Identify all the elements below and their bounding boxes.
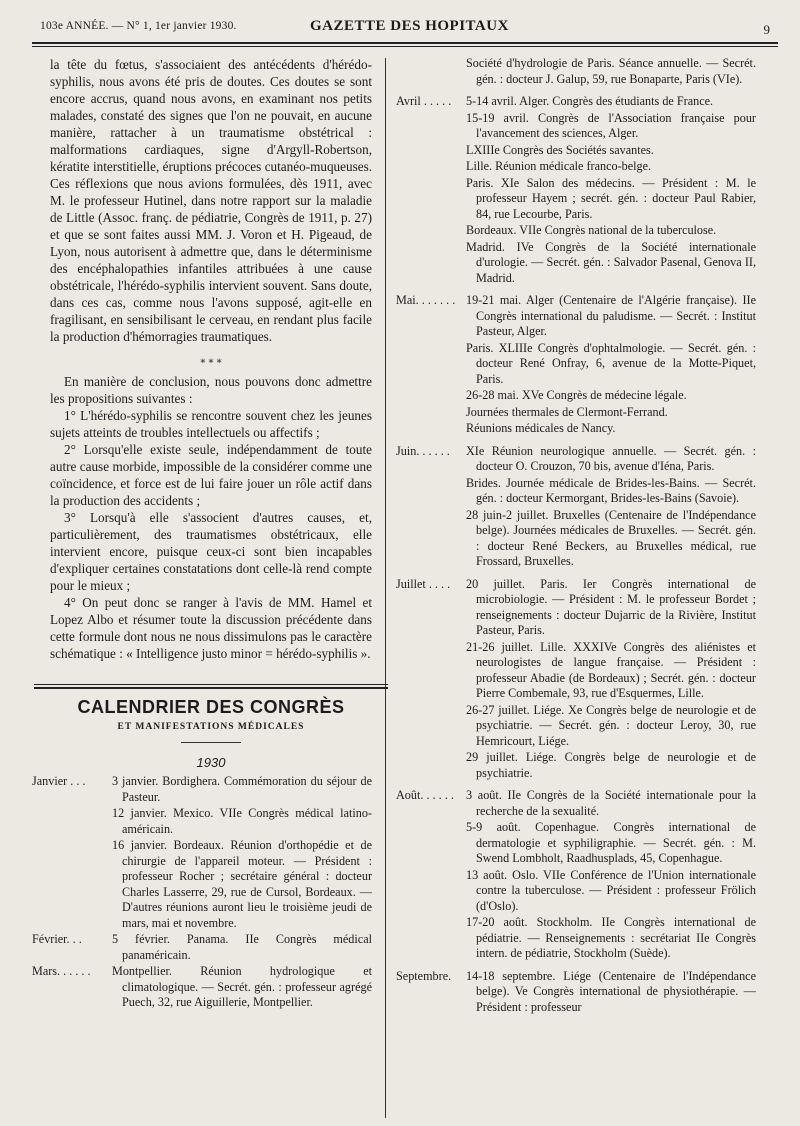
event-item: 15-19 avril. Congrès de l'Association française pour l'avancement des sciences, Alger.: [466, 110, 756, 140]
month-label: Janvier . . .: [32, 774, 86, 788]
event-item: 5 février. Panama. IIe Congrès médical panaméricain.: [112, 932, 372, 962]
proposition-2: 2° Lorsqu'elle existe seule, indépendamment de toute autre cause morbide, impossible de la considérer comme une coïncidence, et force est de lui faire jouer un rôle actif dans la production des accidents ;: [50, 442, 372, 508]
event-item: 26-27 juillet. Liége. Xe Congrès belge de neurologie et de psychiatrie. — Secrét. gén. : docteur Leroy, 30, rue Hemricourt, Liége.: [466, 702, 756, 748]
header-rule: [32, 42, 778, 47]
proposition-3: 3° Lorsqu'à elle s'associent d'autres causes, et, particulièrement, des traumatismes obstétricaux, elle intervient encore, puisque ceux-ci sont bien incapables d'expliquer certaines constatations dont celle-là rend compte pour le mieux ;: [50, 510, 372, 593]
event-item: 29 juillet. Liége. Congrès belge de neurologie et de psychiatrie.: [466, 750, 756, 780]
month-label: Août. . . . . .: [396, 788, 454, 802]
month-label: Septembre.: [396, 968, 452, 983]
proposition-4: 4° On peut donc se ranger à l'avis de MM. Hamel et Lopez Albo et résumer toute la discussion précédente dans cette formule dont nous ne nous dissimulons pas le caractère schématique : « Intelligence justo minor = hérédo-syphilis ».: [50, 595, 372, 661]
page-header: [40, 18, 770, 38]
calendar-month-entry: [396, 969, 756, 1017]
section-stars: * * *: [200, 358, 222, 369]
calendar-month-entry: [396, 293, 756, 438]
calendar-month-entry: [396, 444, 756, 571]
month-label: Mars. . . . . .: [32, 964, 91, 978]
event-item: 28 juin-2 juillet. Bruxelles (Centenaire de l'Indépendance belge). Journées médicales de Bruxelles. — Secrét. gén. : docteur René Beckers, au Bruxelles médical, rue Frossard, Bruxelles.: [466, 507, 756, 568]
event-item: Société d'hydrologie de Paris. Séance annuelle. — Secrét. gén. : docteur J. Galup, 59, rue Bonaparte, Paris (VIe).: [466, 56, 756, 86]
event-item: Montpellier. Réunion hydrologique et climatologique. — Secrét. gén. : professeur agrégé Puech, 32, rue Aiguillerie, Montpellier.: [112, 964, 372, 1009]
calendar-left-list: [32, 774, 372, 1012]
calendar-rule: [34, 684, 388, 689]
event-item: 17-20 août. Stockholm. IIe Congrès international de pédiatrie. — Renseignements : secrétariat IIe Congrès intern. de pédiatrie, Stockholm (Suède).: [466, 915, 756, 960]
column-divider: [385, 58, 386, 1118]
calendar-separator: [181, 742, 241, 743]
event-item: 5-9 août. Copenhague. Congrès international de dermatologie et syphiligraphie. — Secrét. gén. : M. Swend Lombholt, Raadhusplads, 45, Copenhague.: [466, 820, 756, 865]
calendar-month-entry: [32, 932, 372, 964]
calendar-month-entry: [396, 56, 756, 88]
event-item: 3 août. IIe Congrès de la Société internationale pour la recherche de la sexualité.: [466, 788, 756, 818]
calendar-subtitle: ET MANIFESTATIONS MÉDICALES: [117, 722, 305, 732]
event-item: 16 janvier. Bordeaux. Réunion d'orthopédie et de chirurgie de l'appareil moteur. — Président : professeur Rocher ; secrétaire général : docteur Charles Lasserre, 29, rue de Cursol, Bordeaux. — D'autres réunions auront lieu le troisième jeudi de mars, mai et novembre.: [112, 838, 372, 930]
calendar-month-entry: [396, 577, 756, 783]
event-item: Bordeaux. VIIe Congrès national de la tuberculose.: [466, 223, 717, 237]
event-item: 5-14 avril. Alger. Congrès des étudiants de France.: [466, 94, 714, 108]
event-item: 12 janvier. Mexico. VIIe Congrès médical latino-américain.: [112, 806, 372, 836]
event-item: Brides. Journée médicale de Brides-les-Bains. — Secrét. gén. : docteur Kermorgant, Brides-les-Bains (Savoie).: [466, 475, 756, 505]
month-label: [396, 56, 466, 88]
calendar-title: CALENDRIER DES CONGRÈS: [77, 697, 345, 717]
event-item: Réunions médicales de Nancy.: [466, 421, 616, 435]
body-paragraph: la tête du fœtus, s'associaient des antécédents d'hérédo-syphilis, nous avons été pris de doutes. Ces doutes se sont encore accrus, quand nous avons, en examinant nos petits malades, constaté des signes que l'on ne pouvait, en aucune manière, rattacher à un traumatisme obstétrical : malformations cardiaques, signe d'Argyll-Robertson, kératite interstitielle, éruptions précoces cutanéo-muqueuses. Ces réflexions que nous avions formulées, dès 1911, avec M. le professeur Hutinel, dans notre rapport sur la maladie de Little (Assoc. franç. de pédiatrie, Congrès de 1911, p. 27) et que se sont faites aussi MM. J. Voron et H. Pigeaud, de Lyon, nous autorisent à admettre que, dans le déterminisme des encéphalopathies infantiles attribuées à une cause obstétricale, l'hérédo-syphilis intervient souvent. Sans doute, dans ces cas, comme nous l'avons supposé, agit-elle en fragilisant, en sensibilisant le cerveau, en rendant plus facile la production d'hémorragies traumatiques.: [50, 57, 372, 344]
month-label: Avril . . . . .: [396, 94, 452, 108]
conclusion-intro: En manière de conclusion, nous pouvons donc admettre les propositions suivantes :: [50, 374, 372, 406]
event-item: LXIIIe Congrès des Sociétés savantes.: [466, 142, 654, 157]
event-item: Journées thermales de Clermont-Ferrand.: [466, 404, 668, 419]
page-number: 9: [763, 22, 770, 37]
proposition-1: 1° L'hérédo-syphilis se rencontre souvent chez les jeunes sujets atteints de troubles intellectuels ou affectifs ;: [50, 408, 372, 440]
event-item: 26-28 mai. XVe Congrès de médecine légale.: [466, 388, 687, 402]
event-item: Paris. XLIIIe Congrès d'ophtalmologie. — Secrét. gén. : docteur René Onfray, 6, avenue de la Motte-Piquet, Paris.: [466, 340, 756, 386]
calendar-month-entry: [396, 94, 756, 287]
calendar-month-entry: [396, 788, 756, 963]
issue-info: 103e ANNÉE. — N° 1, 1er janvier 1930.: [40, 20, 237, 32]
event-item: 3 janvier. Bordighera. Commémoration du séjour de Pasteur.: [112, 774, 372, 804]
event-item: 14-18 septembre. Liége (Centenaire de l'Indépendance belge). Ve Congrès international de physiothérapie. — Président : professeur: [466, 968, 756, 1014]
event-item: XIe Réunion neurologique annuelle. — Secrét. gén. : docteur O. Crouzon, 70 bis, avenue d'Iéna, Paris.: [466, 443, 756, 473]
event-item: Paris. XIe Salon des médecins. — Président : M. le professeur Hayem ; secrét. gén. : docteur Paul Rabier, 84, rue Lecourbe, Paris.: [466, 175, 756, 221]
event-item: Madrid. IVe Congrès de la Société internationale d'urologie. — Secrét. gén. : Salvador Pasenal, Genova II, Madrid.: [466, 239, 756, 285]
calendar-month-entry: [32, 964, 372, 1012]
calendar-right-list: [396, 56, 756, 1022]
month-label: Juin. . . . . .: [396, 443, 450, 458]
event-item: 19-21 mai. Alger (Centenaire de l'Algérie française). IIe Congrès international du paludisme. — Secrét. : Institut Pasteur, Alger.: [466, 293, 756, 338]
calendar-month-entry: [32, 774, 372, 932]
journal-title: GAZETTE DES HOPITAUX: [310, 18, 509, 34]
event-item: 20 juillet. Paris. Ier Congrès international de microbiologie. — Président : M. le professeur Bordet ; renseignements : docteur Dujarric de la Rivière, Institut Pasteur, Paris.: [466, 576, 756, 637]
month-label: Mai. . . . . . .: [396, 293, 456, 307]
calendar-year: 1930: [196, 755, 226, 770]
month-label: Février. . .: [32, 932, 82, 946]
month-label: Juillet . . . .: [396, 576, 451, 591]
event-item: 21-26 juillet. Lille. XXXIVe Congrès des aliénistes et neurologistes de langue française. — Président : professeur Abadie (de Bordeaux) ; Secrét. gén. : docteur Pierre Combemale, 93, rue d'Esquermes, Lille.: [466, 639, 756, 700]
event-item: Lille. Réunion médicale franco-belge.: [466, 159, 652, 173]
event-item: 13 août. Oslo. VIIe Conférence de l'Union internationale contre la tuberculose. — Président : professeur Frölich (d'Oslo).: [466, 867, 756, 913]
left-column: [32, 56, 372, 1012]
